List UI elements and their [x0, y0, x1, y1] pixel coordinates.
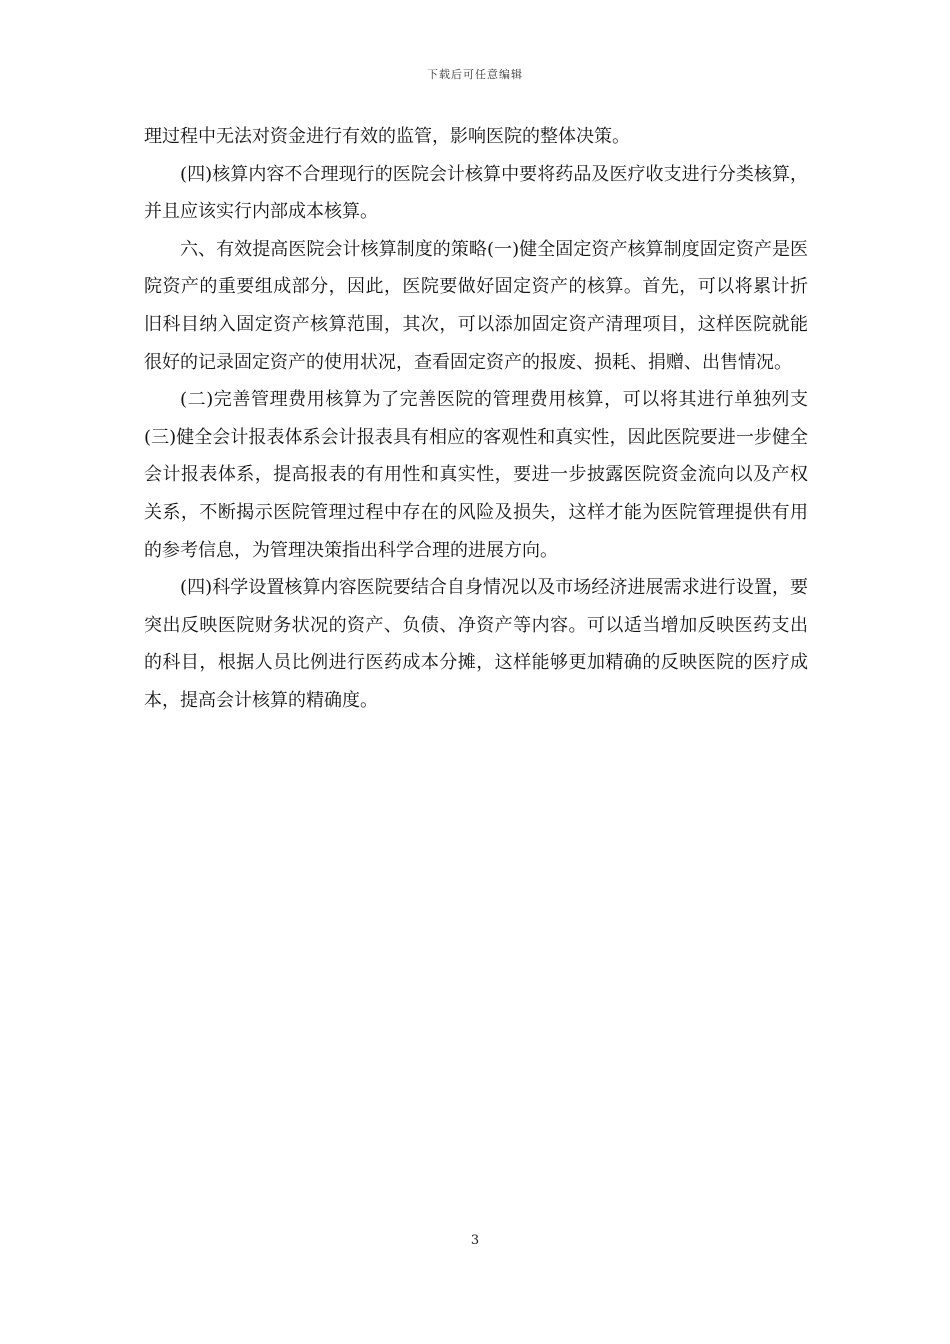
- page-header: 下载后可任意编辑: [427, 68, 523, 81]
- paragraph-3: 六、有效提高医院会计核算制度的策略(一)健全固定资产核算制度固定资产是医院资产的重要组成部分，因此，医院要做好固定资产的核算。首先，可以将累计折旧科目纳入固定资产核算范围，其次，可以添加固定资产清理项目，这样医院就能很好的记录固定资产的使用状况，查看固定资产的报废、损耗、捐赠、出售情况。: [144, 238, 808, 373]
- paragraph-5: (四)科学设置核算内容医院要结合自身情况以及市场经济进展需求进行设置，要突出反映医院财务状况的资产、负债、净资产等内容。可以适当增加反映医药支出的科目，根据人员比例进行医药成本分摊，这样能够更加精确的反映医院的医疗成本，提高会计核算的精确度。: [144, 577, 808, 711]
- paragraph-1: 理过程中无法对资金进行有效的监管，影响医院的整体决策。: [144, 126, 630, 147]
- document-body: [144, 118, 808, 720]
- paragraph-4: (二)完善管理费用核算为了完善医院的管理费用核算，可以将其进行单独列支(三)健全会计报表体系会计报表具有相应的客观性和真实性，因此医院要进一步健全会计报表体系，提高报表的有用性和真实性，要进一步披露医院资金流向以及产权关系，不断揭示医院管理过程中存在的风险及损失，这样才能为医院管理提供有用的参考信息，为管理决策指出科学合理的进展方向。: [144, 389, 808, 561]
- paragraph-2: (四)核算内容不合理现行的医院会计核算中要将药品及医疗收支进行分类核算，并且应该实行内部成本核算。: [144, 163, 808, 223]
- page-number: 3: [470, 1233, 480, 1248]
